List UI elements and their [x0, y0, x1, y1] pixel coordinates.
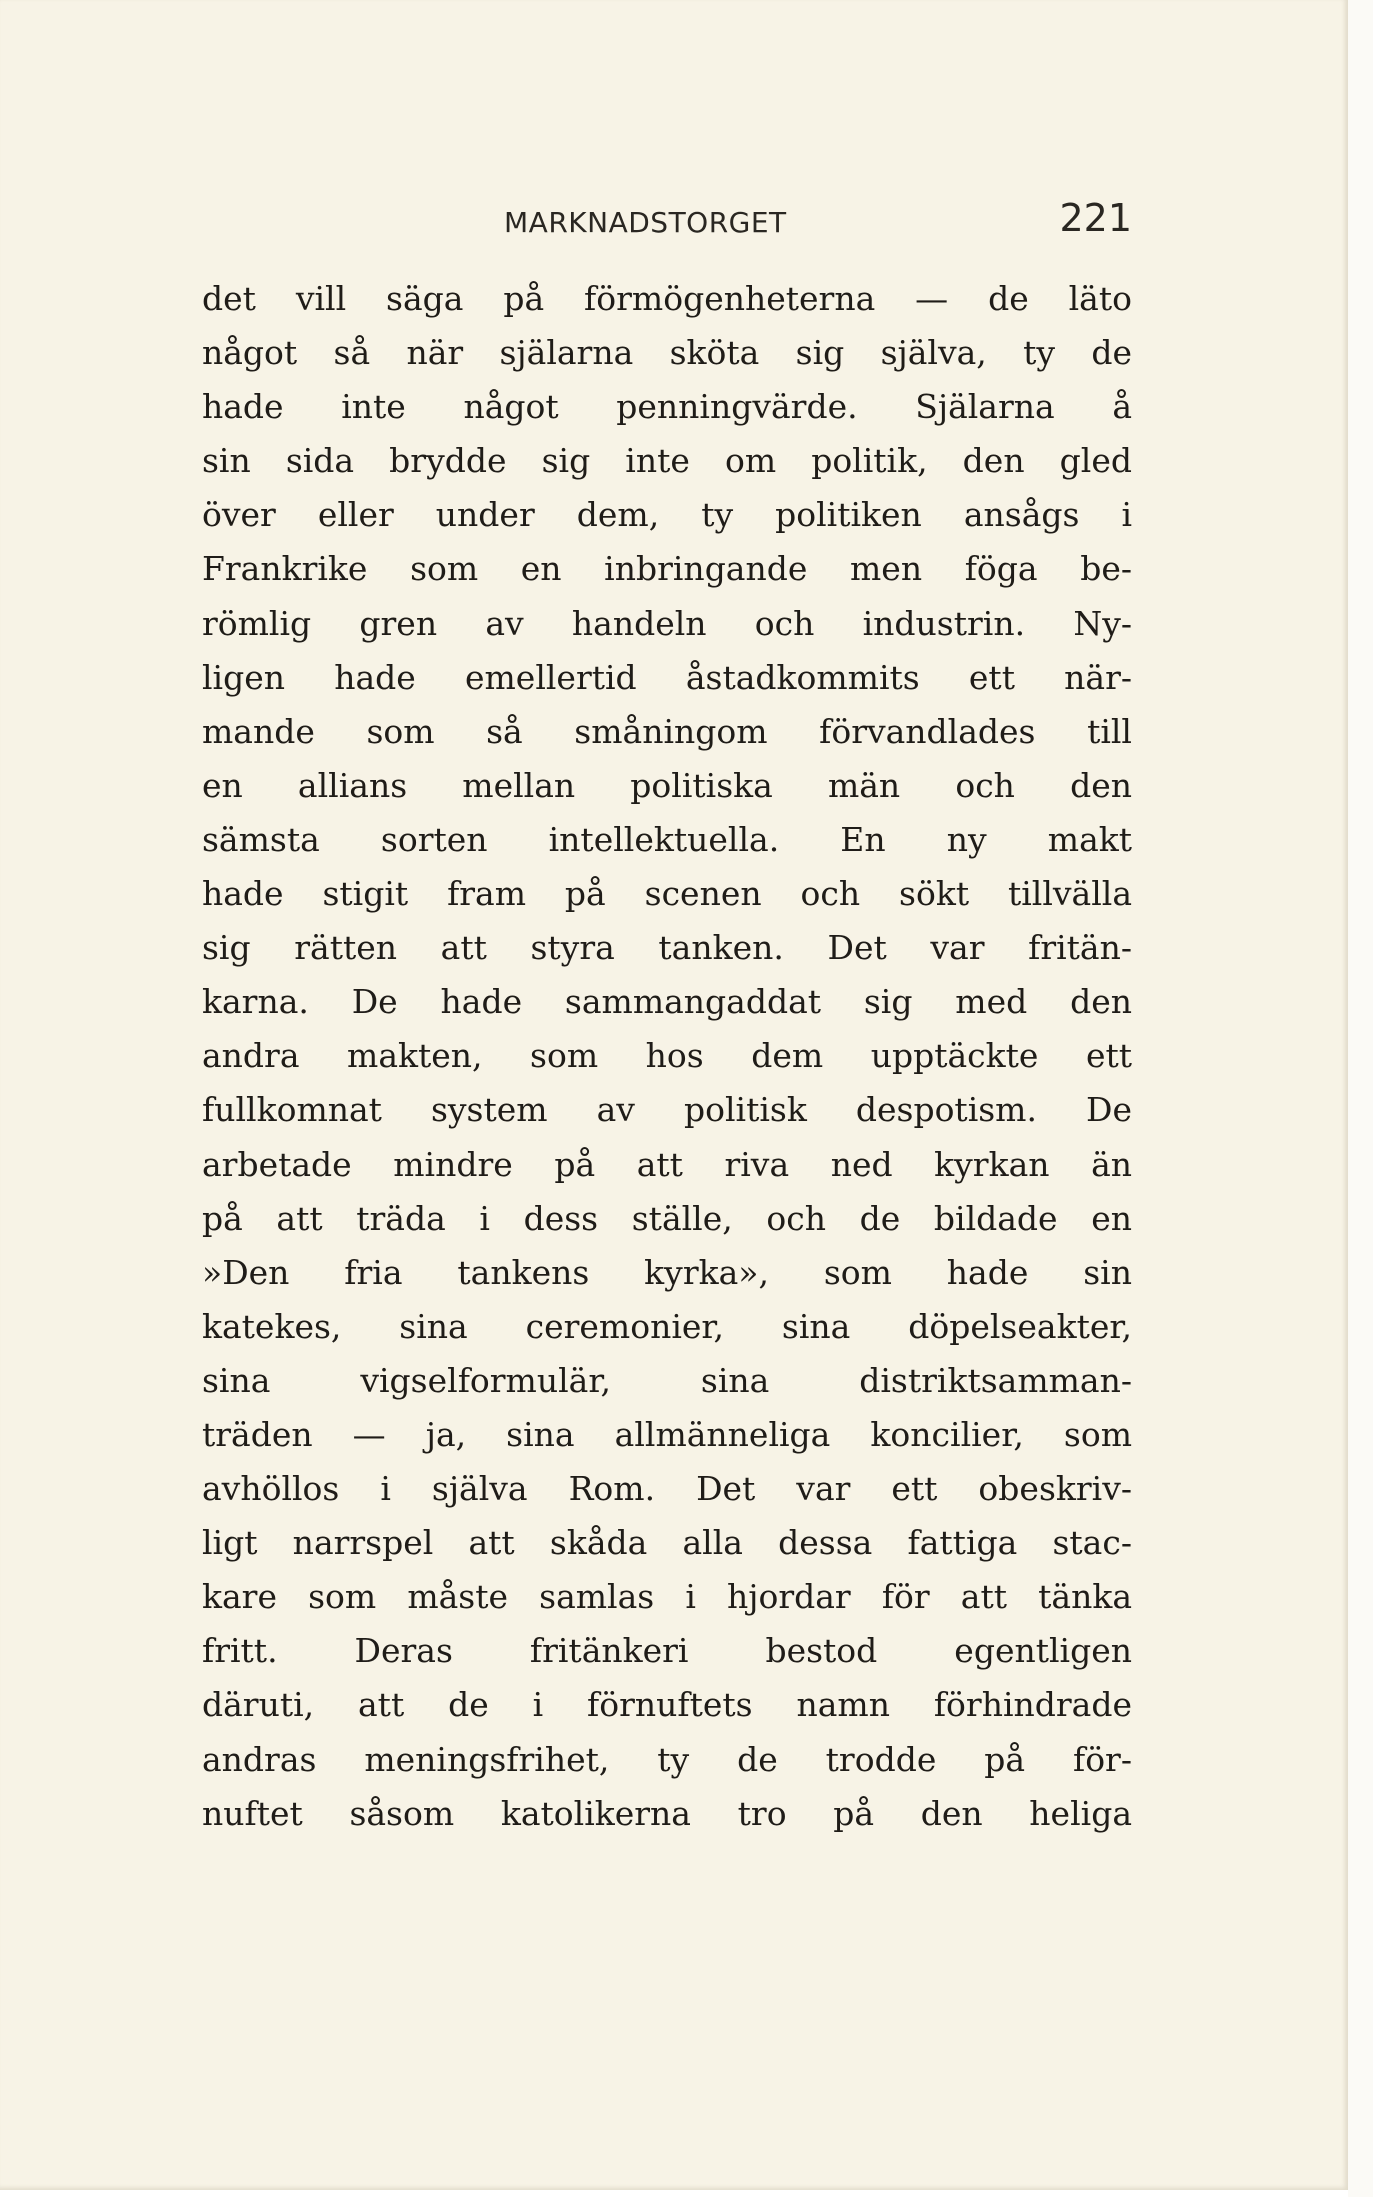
text-line: ligen hade emellertid åstadkommits ett när-: [202, 657, 1132, 697]
page-edge: [1348, 0, 1373, 2197]
text-line: mande som så småningom förvandlades till: [202, 711, 1132, 751]
text-line: nuftet såsom katolikerna tro på den heliga: [202, 1793, 1132, 1833]
text-line: »Den fria tankens kyrka», som hade sin: [202, 1252, 1132, 1292]
text-line: sina vigselformulär, sina distriktsamman-: [202, 1360, 1132, 1400]
text-line: på att träda i dess ställe, och de bildade en: [202, 1198, 1132, 1238]
text-line: sin sida brydde sig inte om politik, den gled: [202, 441, 1132, 481]
text-line: däruti, att de i förnuftets namn förhindrade: [202, 1685, 1132, 1725]
text-line: kare som måste samlas i hjordar för att tänka: [202, 1577, 1132, 1617]
text-line: katekes, sina ceremonier, sina döpelseakter,: [202, 1306, 1132, 1346]
text-line: avhöllos i själva Rom. Det var ett obeskriv-: [202, 1469, 1132, 1509]
text-line: en allians mellan politiska män och den: [202, 765, 1132, 805]
running-head: MARKNADSTORGET: [504, 206, 787, 239]
text-line: hade inte något penningvärde. Själarna å: [202, 387, 1132, 427]
text-line: fritt. Deras fritänkeri bestod egentligen: [202, 1631, 1132, 1671]
text-line: sig rätten att styra tanken. Det var fritän-: [202, 928, 1132, 968]
page-header: [202, 196, 1132, 256]
text-line: fullkomnat system av politisk despotism. De: [202, 1090, 1132, 1130]
text-line: andras meningsfrihet, ty de trodde på för-: [202, 1739, 1132, 1779]
body-text: [202, 272, 1132, 1841]
text-line: sämsta sorten intellektuella. En ny makt: [202, 819, 1132, 859]
text-line: andra makten, som hos dem upptäckte ett: [202, 1036, 1132, 1076]
text-line: över eller under dem, ty politiken ansågs i: [202, 495, 1132, 535]
text-line: hade stigit fram på scenen och sökt tillvälla: [202, 874, 1132, 914]
page-number: 221: [1059, 196, 1132, 240]
text-line: träden — ja, sina allmänneliga koncilier, som: [202, 1414, 1132, 1454]
text-line: det vill säga på förmögenheterna — de läto: [202, 279, 1132, 318]
text-line: något så när själarna sköta sig själva, ty de: [202, 333, 1132, 373]
text-line: arbetade mindre på att riva ned kyrkan än: [202, 1144, 1132, 1184]
text-line: ligt narrspel att skåda alla dessa fattiga stac-: [202, 1523, 1132, 1563]
text-line: römlig gren av handeln och industrin. Ny-: [202, 603, 1132, 643]
text-line: Frankrike som en inbringande men föga be-: [202, 549, 1132, 589]
text-line: karna. De hade sammangaddat sig med den: [202, 982, 1132, 1022]
